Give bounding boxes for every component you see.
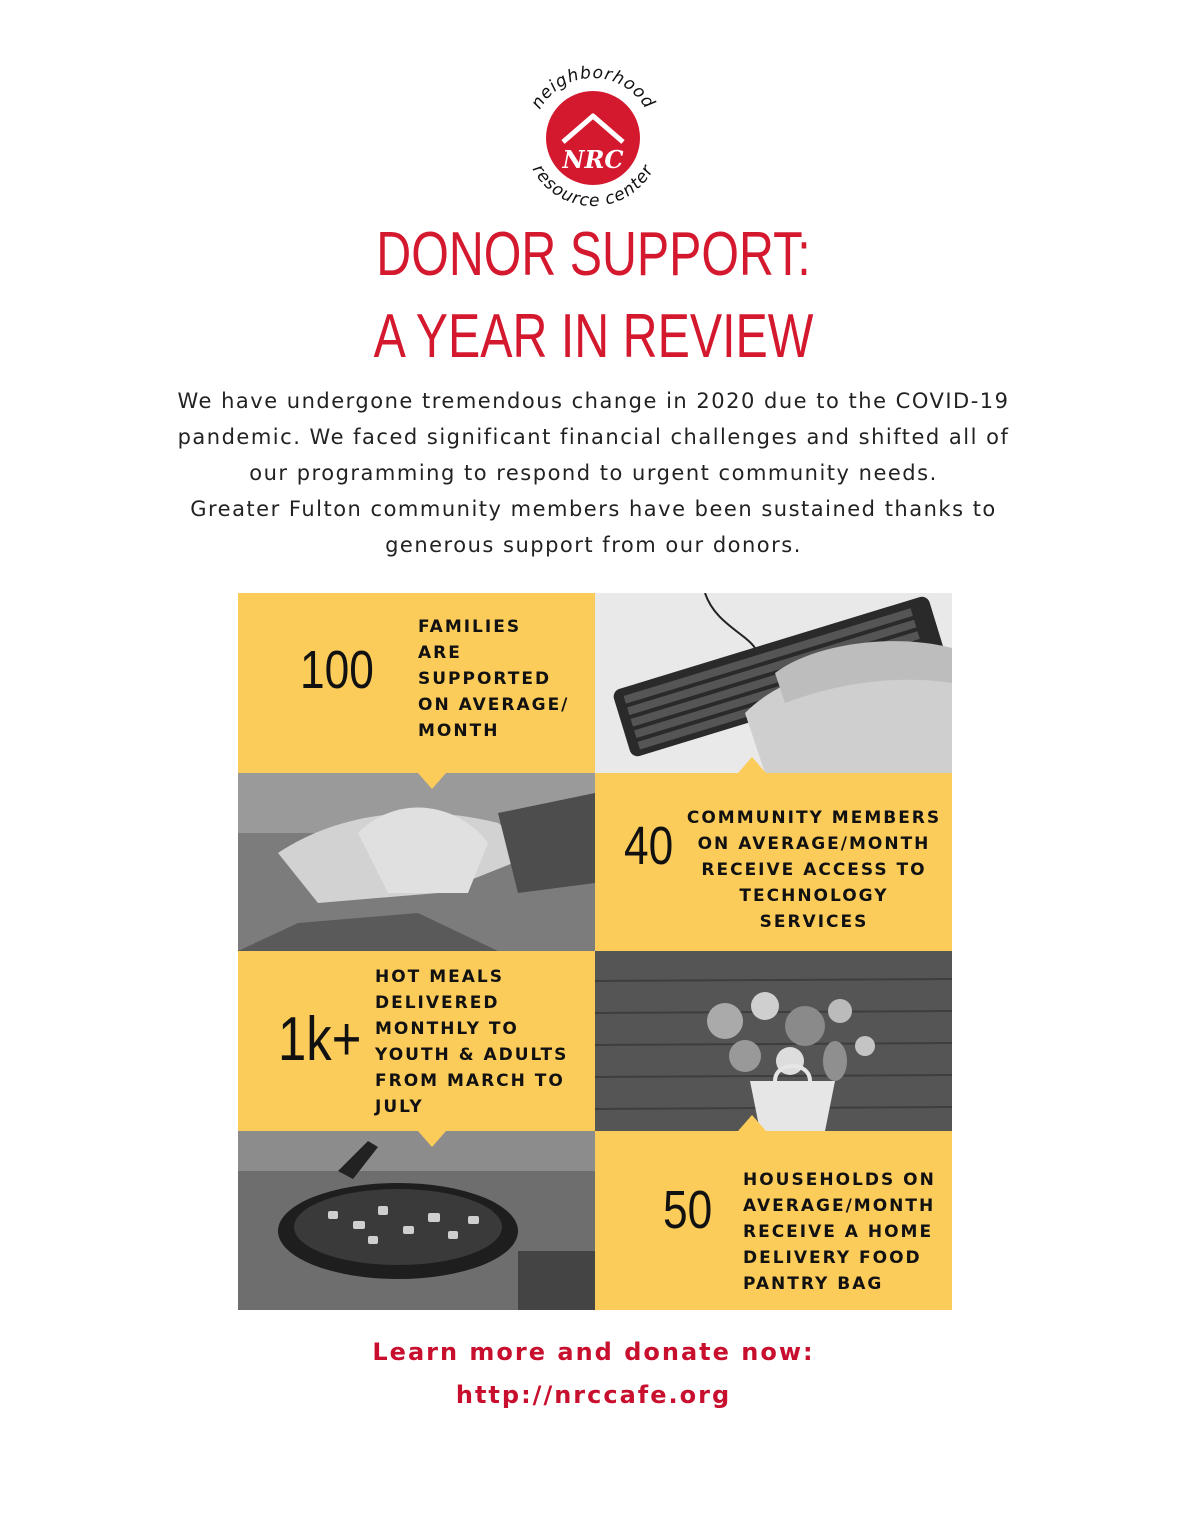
intro-line: Greater Fulton community members have been sustained thanks to: [190, 497, 997, 521]
stat-line: RECEIVE ACCESS TO: [701, 860, 927, 880]
nrc-logo: [495, 40, 691, 236]
stat-line: DELIVERED: [375, 993, 500, 1013]
donate-call-to-action: Learn more and donate now:: [372, 1338, 815, 1366]
page-title-line-1: DONOR SUPPORT:: [376, 220, 811, 289]
stat-line: ON AVERAGE/MONTH: [697, 834, 931, 854]
intro-line: We have undergone tremendous change in 2020 due to the COVID-19: [177, 389, 1010, 413]
stat-line: FAMILIES: [418, 617, 522, 637]
stat-number: 1k+: [278, 1005, 362, 1074]
donate-link[interactable]: http://nrccafe.org: [455, 1381, 732, 1409]
stat-line: MONTHLY TO: [375, 1019, 519, 1039]
stat-line: JULY: [375, 1097, 424, 1117]
stat-line: RECEIVE A HOME: [743, 1222, 934, 1242]
intro-line: pandemic. We faced significant financial challenges and shifted all of: [177, 425, 1010, 449]
stat-line: DELIVERY FOOD: [743, 1248, 922, 1268]
stats-grid: [238, 593, 952, 1310]
stat-line: TECHNOLOGY: [739, 886, 889, 906]
stat-line: FROM MARCH TO: [375, 1071, 565, 1091]
intro-line: our programming to respond to urgent community needs.: [249, 461, 938, 485]
stat-line: SERVICES: [759, 912, 869, 932]
stat-line: AVERAGE/MONTH: [743, 1196, 936, 1216]
stat-line: SUPPORTED: [418, 669, 552, 689]
svg-text:neighborhood: neighborhood: [527, 62, 659, 113]
notch-overlay: [238, 593, 952, 1310]
svg-text:NRC: NRC: [562, 145, 624, 174]
stat-line: ARE: [418, 643, 462, 663]
page-title-line-2: A YEAR IN REVIEW: [373, 302, 814, 371]
stat-line: PANTRY BAG: [743, 1274, 884, 1294]
intro-paragraph: [120, 383, 1067, 563]
stat-number: 50: [663, 1180, 713, 1240]
stat-number: 40: [624, 816, 674, 876]
intro-line: generous support from our donors.: [385, 533, 802, 557]
stat-line: ON AVERAGE/: [418, 695, 570, 715]
stat-line: HOT MEALS: [375, 967, 504, 987]
stat-number: 100: [300, 640, 374, 700]
stat-line: MONTH: [418, 721, 500, 741]
svg-text:resource center: resource center: [527, 161, 659, 212]
stat-line: COMMUNITY MEMBERS: [686, 808, 942, 828]
stat-line: YOUTH & ADULTS: [375, 1045, 569, 1065]
stat-line: HOUSEHOLDS ON: [743, 1170, 936, 1190]
